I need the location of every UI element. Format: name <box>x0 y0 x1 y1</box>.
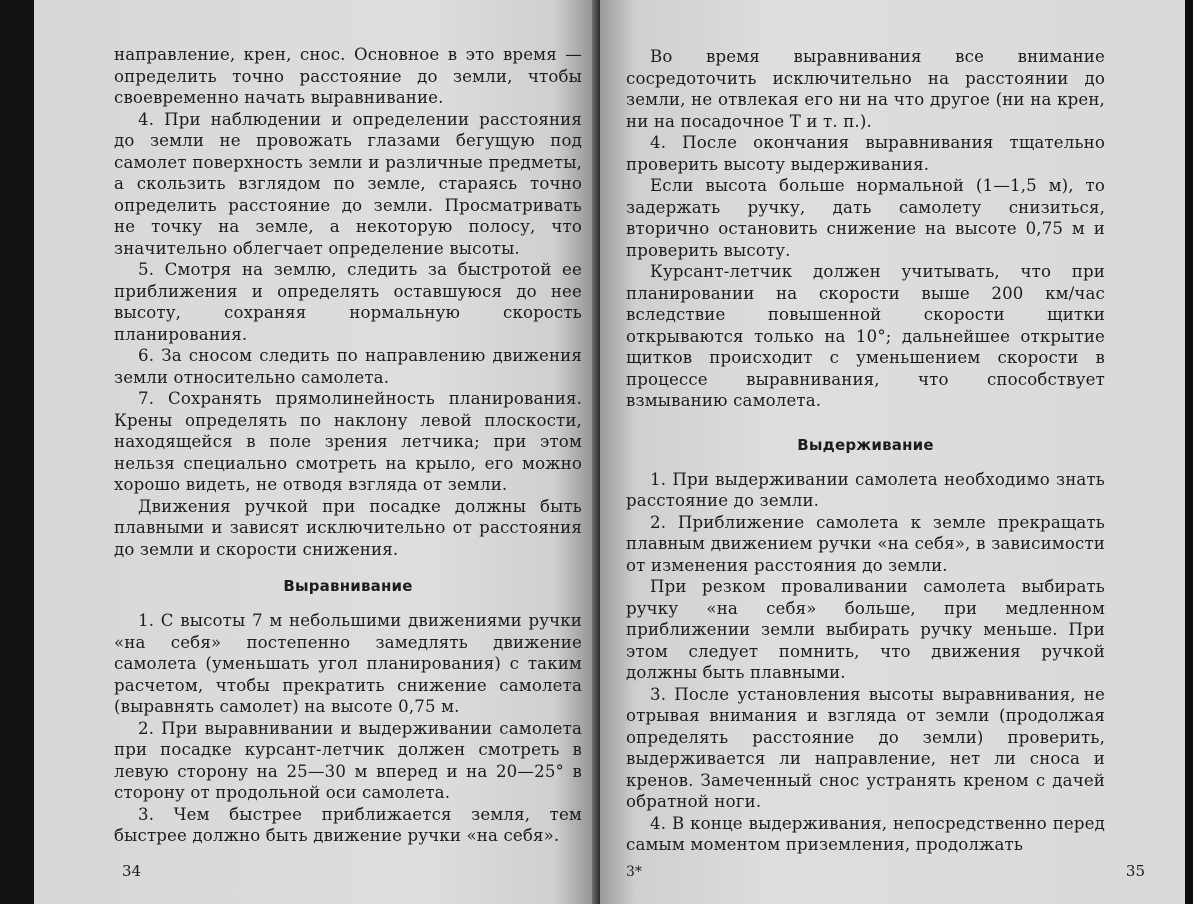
left-page-number: 34 <box>122 862 142 880</box>
right-paragraph-7: При резком проваливании самолета выбирать ручку «на себя» больше, при медленном приближении земли выбирать ручку меньше. При этом следует помнить, что движения ручкой должны быть плавными. <box>626 577 1105 682</box>
left-paragraph-6: Движения ручкой при посадке должны быть плавными и зависят исключительно от расстояния до земли и скорости снижения. <box>114 496 582 559</box>
left-paragraph-1: направление, крен, снос. Основное в это время — определить точно расстояние до земли, чтобы своевременно начать выравнивание. <box>114 45 582 107</box>
left-paragraph-9: 3. Чем быстрее приближается земля, тем быстрее должно быть движение ручки «на себя». <box>114 804 582 845</box>
right-paragraph-6: 2. Приближение самолета к земле прекращать плавным движением ручки «на себя», в зависимости от изменения расстояния до земли. <box>626 512 1105 575</box>
left-paragraph-8: 2. При выравнивании и выдерживании самолета при посадке курсант-летчик должен смотреть в левую сторону на 25—30 м вперед и на 20—25° в сторону от продольной оси самолета. <box>114 718 582 802</box>
right-paragraph-1: Во время выравнивания все внимание сосредоточить исключительно на расстоянии до земли, не отвлекая его ни на что другое (ни на крен, ни на посадочное Т и т. п.). <box>626 47 1105 131</box>
left-section-heading: Выравнивание <box>283 577 413 595</box>
right-page-number: 35 <box>1125 862 1145 880</box>
signature-mark: 3* <box>626 864 642 880</box>
right-paragraph-5: 1. При выдерживании самолета необходимо знать расстояние до земли. <box>626 469 1105 510</box>
right-paragraph-2: 4. После окончания выравнивания тщательно проверить высоту выдерживания. <box>626 133 1105 174</box>
right-paragraph-3: Если высота больше нормальной (1—1,5 м), то задержать ручку, дать самолету снизиться, вторично остановить снижение на высоте 0,75 м и проверить высоту. <box>626 176 1105 260</box>
left-paragraph-2: 4. При наблюдении и определении расстояния до земли не провожать глазами бегущую под самолет поверхность земли и различные предметы, а скользить взглядом по земле, стараясь точно определить расстояние до земли. Просматривать не точку на земле, а некоторую полосу, что значительно облегчает определение высоты. <box>114 109 582 258</box>
right-paragraph-4: Курсант-летчик должен учитывать, что при планировании на скорости выше 200 км/час вследствие повышенной скорости щитки открываются только на 10°; дальнейшее открытие щитков происходит с уменьшением скорости в процессе выравнивания, что способствует взмыванию самолета. <box>626 262 1105 410</box>
right-page <box>600 0 1185 904</box>
left-paragraph-3: 5. Смотря на землю, следить за быстротой ее приближения и определять оставшуюся до нее высоту, сохраняя нормальную скорость планирования. <box>114 260 582 344</box>
left-page <box>34 0 600 904</box>
right-paragraph-9: 4. В конце выдерживания, непосредственно перед самым моментом приземления, продолжать <box>626 813 1105 854</box>
left-paragraph-5: 7. Сохранять прямолинейность планирования. Крены определять по наклону левой плоскости, находящейся в поле зрения летчика; при этом нельзя специально смотреть на крыло, его можно хорошо видеть, не отводя взгляда от земли. <box>114 389 582 494</box>
right-section-heading: Выдерживание <box>797 435 934 454</box>
right-paragraph-8: 3. После установления высоты выравнивания, не отрывая внимания и взгляда от земли (продолжая определять расстояние до земли) проверить, выдерживается ли направление, нет ли сноса и кренов. Замеченный снос устранять креном с дачей обратной ноги. <box>626 684 1105 811</box>
left-paragraph-7: 1. С высоты 7 м небольшими движениями ручки «на себя» постепенно замедлять движение самолета (уменьшать угол планирования) с таким расчетом, чтобы прекратить снижение самолета (выравнять самолет) на высоте 0,75 м. <box>114 611 582 716</box>
left-paragraph-4: 6. За сносом следить по направлению движения земли относительно самолета. <box>114 346 582 387</box>
scan-edge <box>1185 0 1193 904</box>
